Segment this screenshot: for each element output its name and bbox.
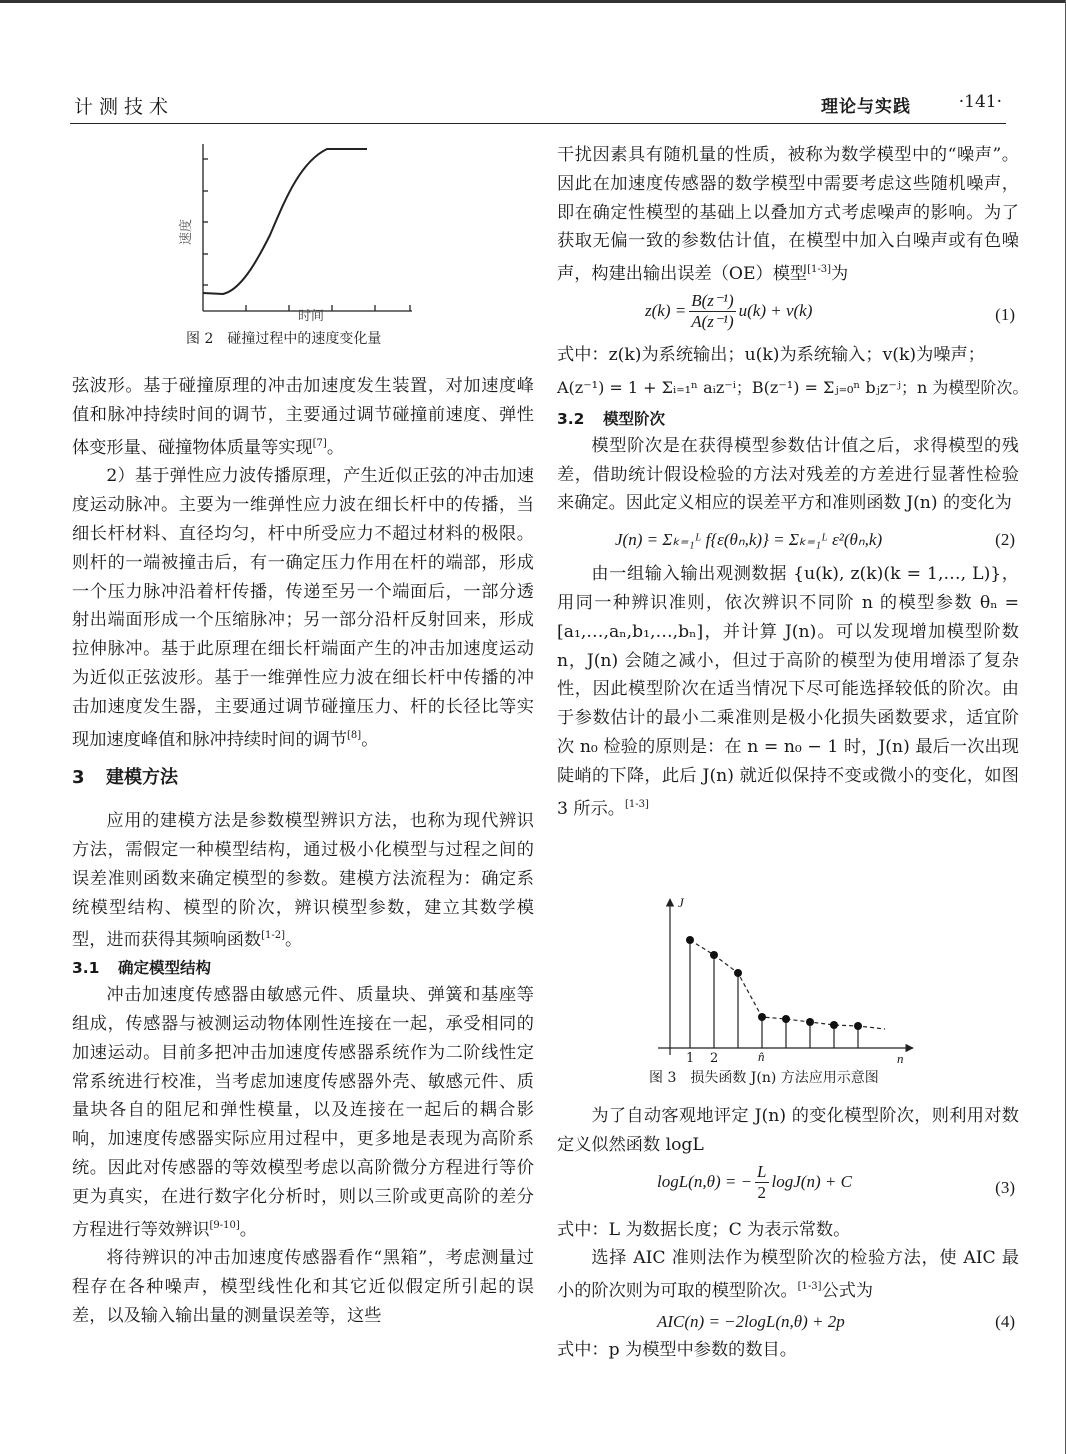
citation[interactable]: [8] [347, 729, 362, 741]
figure-3-caption [649, 1067, 879, 1087]
paragraph: 将待辨识的冲击加速度传感器看作“黑箱”，考虑测量过程存在各种噪声，模型线性化和其它近似假定所引起的误差，以及输入输出量的测量误差等，这些 [72, 1248, 534, 1326]
equation-3: logL(n,θ) = − $\frac{L}{2}$ logJ(n) + C (3) [657, 1161, 1015, 1202]
x-tick-2: 2 [710, 1051, 719, 1066]
equation-2: J(n) = Σₖ₌₁ᴸ f{ε(θₙ,k)} = Σₖ₌₁ᴸ ε²(θₙ,k) (2) [557, 518, 1019, 560]
equation-1: z(k) = $\frac{\text{B(z⁻¹)}}{\text{A(z⁻¹)}}$ u(k) + v(k) (1) [645, 290, 1015, 331]
top-border [0, 0, 1066, 3]
equation-4: AIC(n) = −2logL(n,θ) + 2p (4) [557, 1306, 1019, 1336]
x-tick-1: 1 [686, 1051, 695, 1066]
citation[interactable]: [1-3] [807, 264, 831, 276]
paragraph: 冲击加速度传感器由敏感元件、质量块、弹簧和基座等组成，传感器与被测运动物体刚性连接在一起，承受相同的加速运动。目前多把冲击加速度传感器系统作为二阶线性定常系统进行校准，当考虑加速度传感器外壳、敏感元件、质量块各自的阻尼和弹性模量，以及连接在一起后的耦合影响，加速度传感器实际应用过程中，更多地是表现为高阶系统。因此对传感器的等效模型考虑以高阶微分方程进行等价更为真实，在进行数字化分析时，则以三阶或更高阶的差分方程进行等效辨识[9-10]。 [72, 985, 534, 1240]
figure-2-title: 碰撞过程中的速度变化量 [227, 331, 382, 347]
paragraph: 由一组输入输出观测数据 {u(k), z(k)(k = 1,…, L)}，用同一种辨识准则，依次辨识不同阶 n 的模型参数 θₙ = [a₁,…,aₙ,b₁,…,bₙ]，并计算 J(n)。可以发现增加模型阶数 n，J(n) 会随之减小，但过于高阶的模型为使用增添了复杂性，因此模型阶次在适当情况下尽可能选择较低的阶次。由于参数估计的最小二乘准则是极小化损失函数要求，适宜阶次 n₀ 检验的原则是：在 n = n₀ − 1 时，J(n) 最后一次出现陡峭的下降，此后 J(n) 就近似保持不变或微小的变化，如图 3 所示。[1-3] [557, 564, 1019, 819]
paragraph: 2）基于弹性应力波传播原理，产生近似正弦的冲击加速度运动脉冲。主要为一维弹性应力波在细长杆中的传播，当细长杆材料、直径均匀，杆中所受应力不超过材料的极限。则杆的一端被撞击后，有一确定压力作用在杆的端部，形成一个压力脉冲沿着杆传播，传递至另一个端面后，一部分透射出端面形成一个压缩脉冲；另一部分沿杆反射回来，形成拉伸脉冲。基于此原理在细长杆端面产生的冲击加速度运动为近似正弦波形。基于一维弹性应力波在细长杆中传播的冲击加速度发生器，主要通过调节碰撞压力、杆的长径比等实现加速度峰值和脉冲持续时间的调节[8]。 [72, 466, 534, 750]
equation-number: (2) [995, 530, 1015, 550]
equation-description: A(z⁻¹) = 1 + Σᵢ₌₁ⁿ aᵢz⁻ⁱ；B(z⁻¹) = Σⱼ₌₀ⁿ bⱼz⁻ʲ；n 为模型阶次。 [557, 377, 1029, 397]
velocity-curve-chart [170, 140, 470, 315]
left-column [72, 372, 534, 1331]
figure-2-caption [186, 328, 381, 348]
equation-number: (3) [995, 1177, 1015, 1197]
section-label: 理论与实践 [821, 97, 911, 117]
paragraph: 模型阶次是在获得模型参数估计值之后，求得模型的残差，借助统计假设检验的方法对残差的方差进行显著性检验来确定。因此定义相应的误差平方和准则函数 J(n) 的变化为 [557, 435, 1019, 514]
equation-description: 式中：p 为模型中参数的数目。 [557, 1339, 797, 1360]
figure-3-label: 图 3 [649, 1070, 677, 1086]
citation[interactable]: [1-2] [261, 930, 285, 942]
section-heading-3-2: 3.2 模型阶次 [557, 409, 666, 428]
equation-number: (4) [995, 1311, 1015, 1331]
loss-function-chart [645, 893, 935, 1058]
paragraph: 弦波形。基于碰撞原理的冲击加速度发生装置，对加速度峰值和脉冲持续时间的调节，主要通过调节碰撞前速度、弹性体变形量、碰撞物体质量等实现[7]。 [72, 376, 534, 458]
citation[interactable]: [9-10] [209, 1219, 240, 1231]
figure-3-title: 损失函数 J(n) 方法应用示意图 [690, 1070, 879, 1086]
right-column [557, 141, 1029, 823]
equation-number: (1) [995, 304, 1015, 324]
y-axis-label: 速度 [179, 218, 194, 246]
section-heading-3: 3 建模方法 [72, 767, 178, 789]
page-number: ·141· [958, 92, 1002, 112]
x-axis-label: n [897, 1051, 904, 1066]
journal-title: 计测技术 [74, 96, 175, 118]
page-header [70, 92, 1006, 124]
paragraph: 应用的建模方法是参数模型辨识方法，也称为现代辨识方法，需假定一种模型结构，通过极小化模型与过程之间的误差准则函数来确定模型的参数。建模方法流程为：确定系统模型结构、模型的阶次，辨识模型参数，建立其数学模型，进而获得其频响函数[1-2]。 [72, 811, 534, 951]
right-column-lower [557, 1102, 1019, 1365]
figure-2 [170, 140, 470, 355]
equation-description: 式中：L 为数据长度；C 为表示常数。 [557, 1219, 851, 1240]
figure-2-label: 图 2 [186, 331, 214, 347]
section-heading-3-1: 3.1 确定模型结构 [72, 959, 212, 978]
x-axis-label: 时间 [298, 309, 325, 324]
equation-description: 式中：z(k)为系统输出；u(k)为系统输入；v(k)为噪声； [557, 344, 985, 365]
paragraph: 选择 AIC 准则法作为模型阶次的检验方法，使 AIC 最小的阶次则为可取的模型阶次。[1-3]公式为 [557, 1248, 1019, 1302]
citation[interactable]: [7] [312, 437, 327, 449]
paragraph: 干扰因素具有随机量的性质，被称为数学模型中的“噪声”。因此在加速度传感器的数学模型中需要考虑这些随机噪声，即在确定性模型的基础上以叠加方式考虑噪声的影响。为了获取无偏一致的参数估计值，在模型中加入白噪声或有色噪声，构建出输出误差（OE）模型[1-3]为 [557, 145, 1019, 285]
paragraph: 为了自动客观地评定 J(n) 的变化模型阶次，则利用对数定义似然函数 logL [557, 1106, 1019, 1155]
y-axis-label: J [678, 895, 684, 910]
citation[interactable]: [1-3] [797, 1281, 822, 1293]
citation[interactable]: [1-3] [624, 798, 649, 810]
figure-3 [645, 893, 935, 1093]
x-tick-n-hat: n̂ [758, 1049, 765, 1064]
